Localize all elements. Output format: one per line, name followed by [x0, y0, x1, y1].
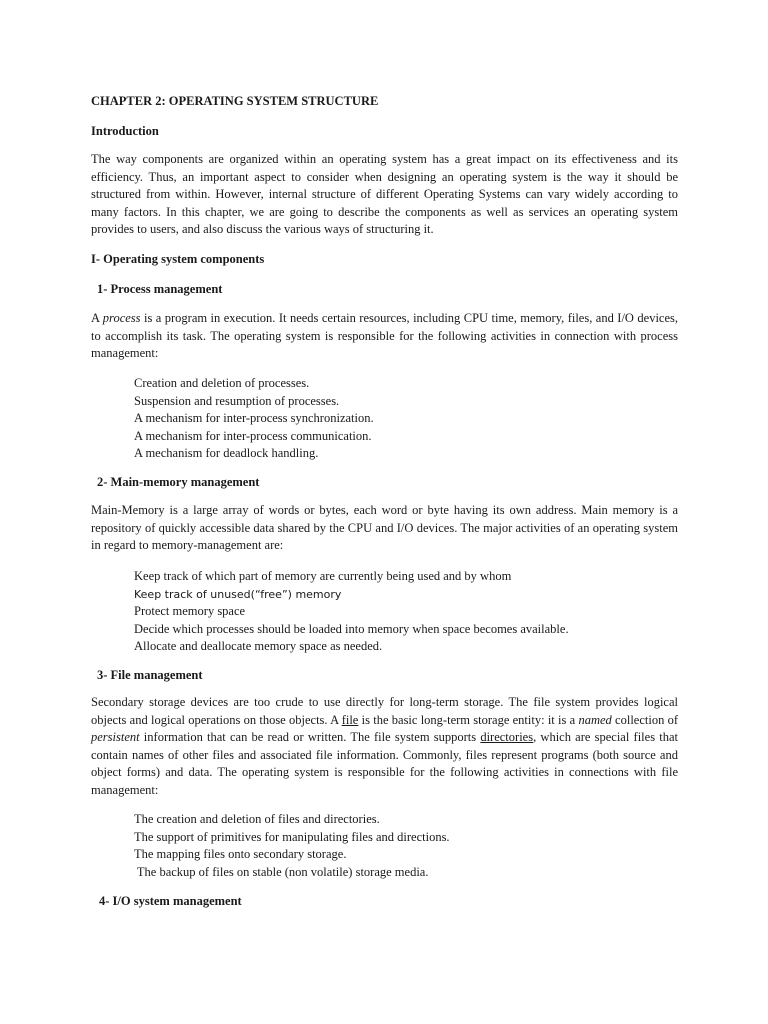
list-item: Keep track of which part of memory are currently being used and by whom	[134, 569, 512, 583]
file-text-3: collection of	[611, 712, 679, 727]
memory-activities-list	[134, 568, 569, 656]
memory-management-paragraph: Main-Memory is a large array of words or bytes, each word or byte having its own address. Main memory is a repository of quickly accessible data shared by the CPU and I/O devices. The major activities of an operating system in regard to memory-management are:	[91, 503, 678, 552]
process-term: process	[102, 311, 141, 325]
list-item: A mechanism for deadlock handling.	[134, 446, 319, 460]
section-components-heading: I- Operating system components	[91, 252, 265, 266]
process-text-before: A	[91, 311, 103, 325]
io-management-heading: 4- I/O system management	[99, 894, 242, 908]
process-management-paragraph	[91, 310, 678, 363]
file-activities-list	[134, 811, 450, 881]
list-item: Allocate and deallocate memory space as needed.	[134, 639, 383, 653]
list-item: Keep track of unused(“free”) memory	[134, 587, 342, 601]
persistent-term: persistent	[91, 730, 140, 744]
list-item: The mapping files onto secondary storage.	[134, 847, 347, 861]
process-management-heading: 1- Process management	[97, 282, 223, 296]
list-item: The support of primitives for manipulating files and directions.	[134, 829, 450, 844]
introduction-paragraph: The way components are organized within an operating system has a great impact on its effectiveness and its efficiency. Thus, an important aspect to consider when designing an operating system is the way it should be structured from within. However, internal structure of different Operating Systems can vary widely according to many factors. In this chapter, we are going to describe the components as well as services an operating system provides to users, and also discuss the various ways of structuring it.	[91, 152, 678, 236]
introduction-heading: Introduction	[91, 124, 159, 138]
list-item: A mechanism for inter-process synchronization.	[134, 411, 374, 425]
list-item: The creation and deletion of files and directories.	[134, 812, 380, 826]
file-text-5: , which are special files that contain names of other files and associated file information. Commonly, files represent programs (both source and object forms) and data. The operating system is responsible for the following activities in connections with file management:	[91, 730, 678, 797]
file-text-1: Secondary storage devices are too crude to use directly for long-term storage. The file system provides logical objects and logical operations on those objects. A	[91, 695, 678, 727]
memory-management-heading: 2- Main-memory management	[97, 475, 260, 489]
list-item: A mechanism for inter-process communication.	[134, 428, 372, 443]
file-management-heading: 3- File management	[97, 668, 203, 682]
file-management-paragraph	[91, 694, 678, 799]
list-item: Suspension and resumption of processes.	[134, 393, 340, 408]
list-item: Protect memory space	[134, 604, 246, 618]
named-term: named	[578, 712, 612, 727]
file-text-4: information that can be read or written. The file system supports	[139, 730, 481, 744]
list-item: Creation and deletion of processes.	[134, 376, 310, 390]
directories-term: directories	[480, 730, 534, 744]
file-term: file	[341, 712, 359, 727]
list-item: The backup of files on stable (non volatile) storage media.	[134, 864, 429, 879]
process-activities-list	[134, 375, 374, 463]
process-text-after: is a program in execution. It needs certain resources, including CPU time, memory, files, and I/O devices, to accomplish its task. The operating system is responsible for the following activities in connection with process management:	[91, 311, 679, 360]
file-text-2: is the basic long-term storage entity: it is a	[358, 712, 579, 727]
list-item: Decide which processes should be loaded into memory when space becomes available.	[134, 621, 569, 636]
chapter-title: CHAPTER 2: OPERATING SYSTEM STRUCTURE	[91, 94, 379, 108]
